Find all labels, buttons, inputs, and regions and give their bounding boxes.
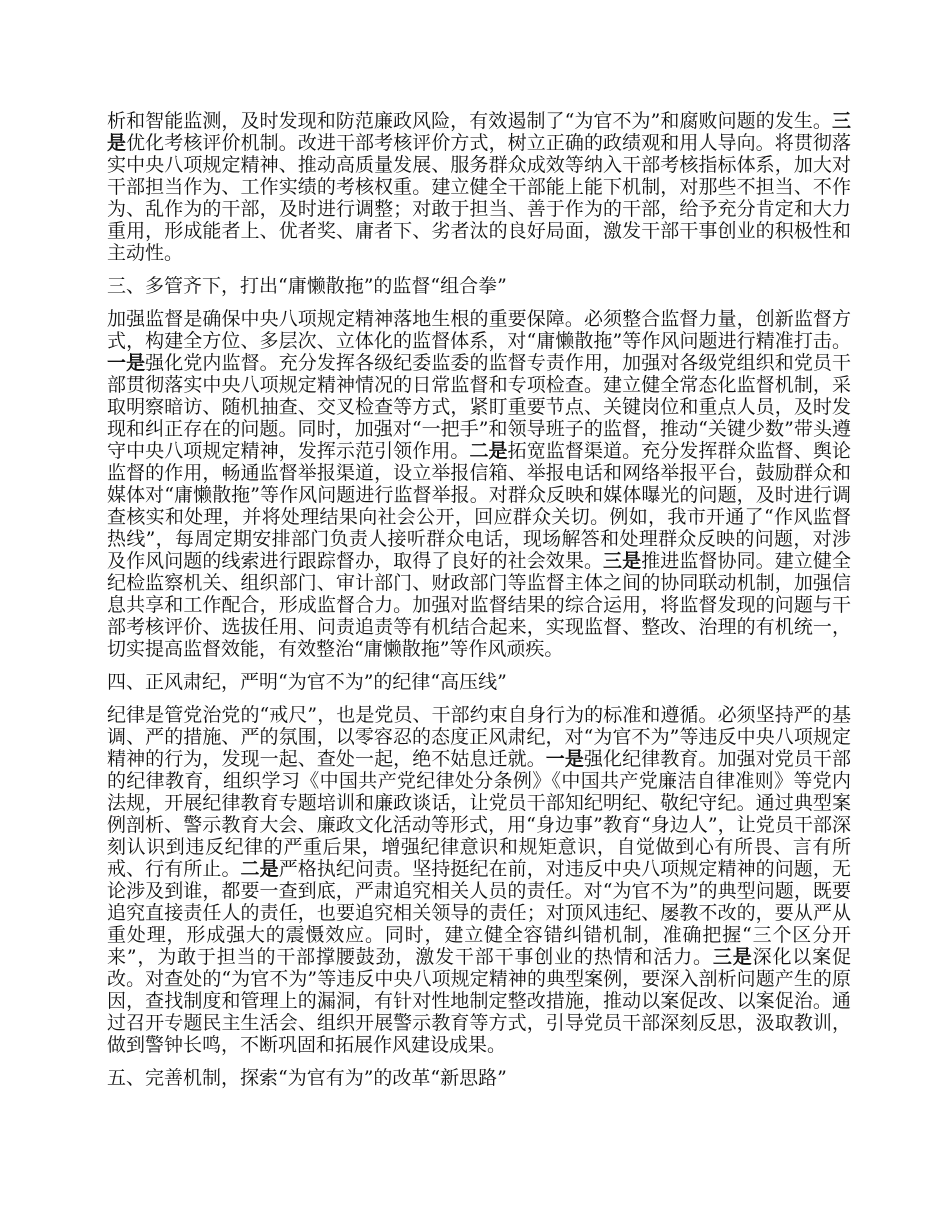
text-run: 深化以案促改。对查处的“为官不为”等违反中央八项规定精神的典型案例，要深入剖析问题产生的原因，查找制度和管理上的漏洞，有针对性地制定整改措施，推动以案促改、以案促治。通过召开专题民主生活会、组织开展警示教育等方式，引导党员干部深刻反思，汲取教训，做到警钟长鸣，不断巩固和拓展作风建设成果。 — [107, 946, 851, 1056]
section-heading — [107, 671, 851, 693]
section-heading — [107, 1067, 851, 1089]
bold-text-run: 一是 — [545, 748, 584, 770]
text-run: 纪律是管党治党的“戒尺”，也是党员、干部约束自身行为的标准和遵循。必须坚持严的基调、严的措施、严的氛围，以零容忍的态度正风肃纪，对“为官不为”等违反中央八项规定精神的行为，发现一起、查处一起，绝不姑息迁就。 — [107, 704, 851, 770]
text-run: 推进监督协同。建立健全纪检监察机关、组织部门、审计部门、财政部门等监督主体之间的协同联动机制，加强信息共享和工作配合，形成监督合力。加强对监督结果的综合运用，将监督发现的问题与干部考核评价、选拔任用、问责追责等有机结合起来，实现监督、整改、治理的有机统一，切实提高监督效能，有效整治“庸懒散拖”等作风顽疾。 — [107, 550, 851, 660]
bold-text-run: 一是 — [107, 352, 146, 374]
paragraph — [107, 308, 851, 660]
text-run: 优化考核评价机制。改进干部考核评价方式，树立正确的政绩观和用人导向。将贯彻落实中央八项规定精神、推动高质量发展、服务群众成效等纳入干部考核指标体系，加大对干部担当作为、工作实绩的考核权重。建立健全干部能上能下机制，对那些不担当、不作为、乱作为的干部，及时进行调整；对敢于担当、善于作为的干部，给予充分肯定和大力重用，形成能者上、优者奖、庸者下、劣者汰的良好局面，激发干部干事创业的积极性和主动性。 — [107, 132, 851, 264]
bold-text-run: 三是 — [107, 110, 851, 154]
text-run: 四、正风肃纪，严明“为官不为”的纪律“高压线” — [107, 671, 507, 693]
paragraph — [107, 704, 851, 1056]
bold-text-run: 三是 — [603, 550, 642, 572]
text-run: 拓宽监督渠道。充分发挥群众监督、舆论监督的作用，畅通监督举报渠道，设立举报信箱、举报电话和网络举报平台，鼓励群众和媒体对“庸懒散拖”等作风问题进行监督举报。对群众反映和媒体曝光的问题，及时进行调查核实和处理，并将处理结果向社会公开，回应群众关切。例如，我市开通了“作风监督热线”，每周定期安排部门负责人接听群众电话，现场解答和处理群众反映的问题，对涉及作风问题的线索进行跟踪督办，取得了良好的社会效果。 — [107, 440, 851, 572]
text-run: 加强监督是确保中央八项规定精神落地生根的重要保障。必须整合监督力量，创新监督方式，构建全方位、多层次、立体化的监督体系，对“庸懒散拖”等作风问题进行精准打击。 — [107, 308, 851, 352]
section-heading — [107, 275, 851, 297]
text-run: 五、完善机制，探索“为官有为”的改革“新思路” — [107, 1067, 507, 1089]
document-body — [107, 110, 851, 1100]
text-run: 强化纪律教育。加强对党员干部的纪律教育，组织学习《中国共产党纪律处分条例》《中国共产党廉洁自律准则》等党内法规，开展纪律教育专题培训和廉政谈话，让党员干部知纪明纪、敬纪守纪。通过典型案例剖析、警示教育大会、廉政文化活动等形式，用“身边事”教育“身边人”，让党员干部深刻认识到违反纪律的严重后果，增强纪律意识和规矩意识，自觉做到心有所畏、言有所戒、行有所止。 — [107, 748, 851, 880]
text-run: 三、多管齐下，打出“庸懒散拖”的监督“组合拳” — [107, 275, 507, 297]
text-run: 严格执纪问责。坚持挺纪在前，对违反中央八项规定精神的问题，无论涉及到谁，都要一查到底，严肃追究相关人员的责任。对“为官不为”的典型问题，既要追究直接责任人的责任，也要追究相关领导的责任；对顶风违纪、屡教不改的，要从严从重处理，形成强大的震慑效应。同时，建立健全容错纠错机制，准确把握“三个区分开来”，为敢于担当的干部撑腰鼓劲，激发干部干事创业的热情和活力。 — [107, 858, 851, 968]
bold-text-run: 二是 — [469, 440, 508, 462]
text-run: 强化党内监督。充分发挥各级纪委监委的监督专责作用，加强对各级党组织和党员干部贯彻落实中央八项规定精神情况的日常监督和专项检查。建立健全常态化监督机制，采取明察暗访、随机抽查、交叉检查等方式，紧盯重要节点、关键岗位和重点人员，及时发现和纠正存在的问题。同时，加强对“一把手”和领导班子的监督，推动“关键少数”带头遵守中央八项规定精神，发挥示范引领作用。 — [107, 352, 851, 462]
bold-text-run: 三是 — [712, 946, 753, 968]
text-run: 析和智能监测，及时发现和防范廉政风险，有效遏制了“为官不为”和腐败问题的发生。 — [107, 110, 832, 132]
paragraph — [107, 110, 851, 264]
bold-text-run: 二是 — [240, 858, 279, 880]
